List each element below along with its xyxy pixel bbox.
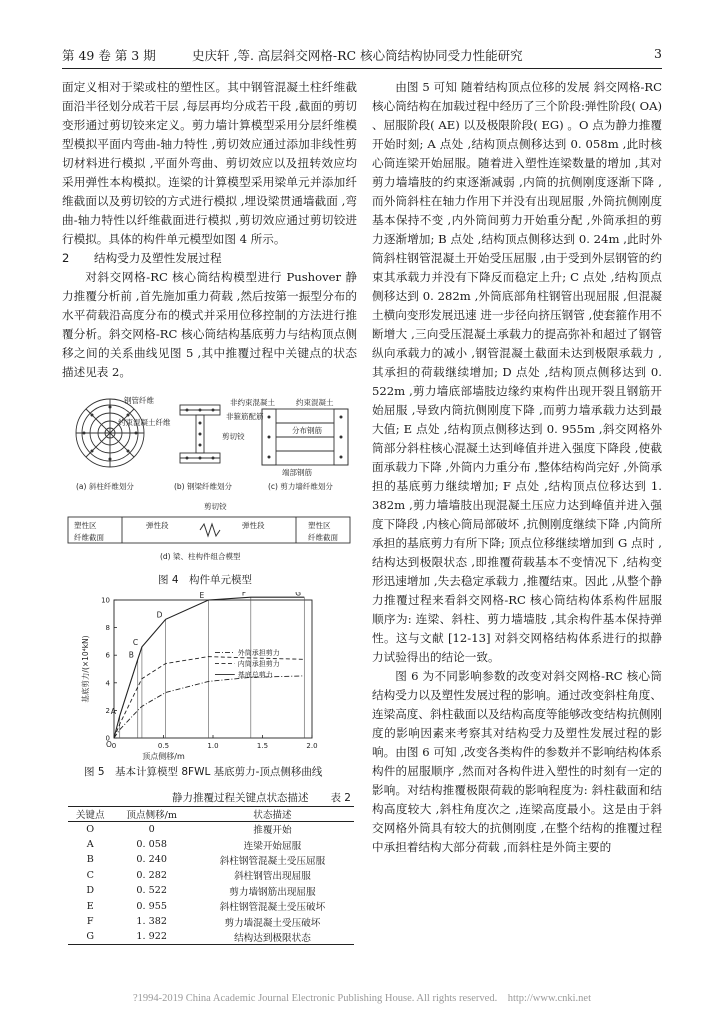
label-elastic-segment: 弹性段 (146, 521, 169, 530)
y-tick-label: 4 (105, 679, 110, 688)
y-tick-label: 0 (105, 734, 110, 743)
cell: 1. 922 (112, 929, 190, 944)
cell: 结构达到极限状态 (191, 929, 354, 944)
table-row (68, 822, 354, 837)
series-line (114, 676, 304, 738)
table-2 (62, 790, 357, 945)
label-confined-concrete-2: 约束混凝土 (296, 398, 334, 407)
y-tick-label: 8 (105, 624, 110, 633)
section-number: 2 (62, 251, 70, 265)
figure-4-drawing (62, 395, 357, 587)
page-number: 3 (654, 46, 662, 61)
table-title-row (62, 790, 357, 806)
cell: O (86, 823, 95, 835)
section-heading (62, 249, 357, 268)
cell: 0. 240 (136, 854, 167, 866)
label-shear-hinge-2: 剪切铰 (204, 502, 227, 511)
label-fiber-section-right: 纤维截面 (308, 533, 338, 542)
label-boundary-rebar: 非箍筋配筋 (226, 412, 264, 421)
paragraph: 面定义相对于梁或柱的塑性区。其中钢管混凝土柱纤维截面沿半径划分成若干层 ,每层再均分成若干段 ,截面的剪切变形通过剪切铰来定义。剪力墙计算模型采用分层纤维模型模拟平面内弯曲-轴力特性 ,剪切效应通过添加非线性剪切材料进行模拟 ,平面外弯曲、剪切效应以及扭转效应均采用弹性本构模拟。连梁的计算模型采用梁单元并添加纤维截面以及剪切铰的方式进行模拟 ,埋设梁贯通墙截面 ,弯曲-轴力特性以纤维截面进行模拟 ,剪切效应通过剪切铰进行模拟。具体的构件单元模型如图 4 所示。 (62, 80, 357, 246)
section-title: 结构受力及塑性发展过程 (94, 251, 222, 265)
figure-5 (62, 592, 357, 782)
subcaption-b: (b) 钢梁纤维划分 (174, 482, 232, 491)
key-point-label: D (156, 610, 163, 620)
table-row (68, 837, 354, 852)
key-point-label: B (128, 650, 134, 660)
label-confined-concrete: 约束混凝土纤维 (118, 418, 171, 427)
x-tick-label: 1.5 (256, 742, 269, 750)
state-table (68, 806, 354, 945)
copyright-footer: ?1994-2019 China Academic Journal Electronic Publishing House. All rights reserved. http://www.cnki.net (132, 993, 592, 1004)
table-row (68, 929, 354, 944)
key-point-label: F (241, 592, 247, 598)
subcaption-d: (d) 梁、柱构件组合模型 (160, 552, 241, 561)
header-rule (62, 68, 662, 69)
figure-4-caption: 图 4 构件单元模型 (158, 574, 253, 586)
cell: B (86, 854, 94, 866)
cell: 0. 955 (136, 900, 167, 912)
x-tick-label: 0.5 (157, 742, 170, 750)
key-point-label: C (132, 637, 139, 647)
key-point-label: E (199, 592, 205, 600)
cell: 0. 282 (136, 869, 167, 881)
cell: 剪力墙钢筋出现屈服 (229, 886, 316, 898)
running-title: 史庆轩 ,等. 高层斜交网格-RC 核心筒结构协同受力性能研究 (192, 48, 523, 63)
label-shear-hinge: 剪切铰 (222, 432, 245, 441)
figure-4 (62, 395, 357, 587)
cell: 斜柱钢管混凝土受压破坏 (219, 902, 326, 914)
label-distributed-rebar: 分布钢筋 (292, 426, 322, 435)
chart-y-label: 基底剪力/(×10⁴kN) (81, 635, 90, 703)
cell: G (68, 929, 112, 944)
left-column (62, 78, 357, 382)
paragraph: 图 6 为不同影响参数的改变对斜交网格-RC 核心筒结构受力以及塑性发展过程的影响。通过改变斜柱角度、连梁高度、斜柱截面以及结构高度等能够改变结构抗侧刚度的影响因素来考察其对结构受力及塑性发展过程的影响。由图 6 可知 ,改变各类构件的参数并不影响结构体系构件的屈服顺序 ,然而对各构件进入塑性的时刻有一定的影响。对结构推覆极限荷载的影响程度为: 斜柱截面和结构高度较大 ,斜柱角度次之 ,连梁高度最小。这是由于斜交网格外筒具有较大的抗侧刚度 ,在整个结构的推覆过程中承担着结构大部分荷载 ,而斜柱是外筒主要的 (372, 669, 662, 854)
cell: 斜柱钢管出现屈服 (234, 871, 311, 883)
table-number: 表 2 (330, 792, 351, 804)
cell: 连梁开始屈服 (243, 840, 302, 852)
right-column (372, 78, 662, 857)
cell: 1. 382 (136, 916, 167, 928)
table-title: 静力推覆过程关键点状态描述 (172, 792, 309, 804)
cell: A (86, 839, 94, 851)
cell: 0. 058 (136, 839, 167, 851)
table-row (68, 914, 354, 929)
cell: F (86, 916, 94, 928)
key-point-label: A (110, 706, 116, 716)
table-row (68, 868, 354, 883)
column-header: 关键点 (68, 807, 112, 822)
legend-label: 内筒承担剪力 (237, 659, 280, 668)
running-header (62, 44, 662, 68)
x-tick-label: 2.0 (306, 742, 318, 750)
label-deform-segment: 弹性段 (242, 521, 265, 530)
label-end-rebar: 端部钢筋 (282, 468, 312, 477)
cell: 剪力墙混凝土受压破坏 (224, 917, 321, 929)
figure-5-chart (62, 592, 357, 762)
journal-volume: 第 49 卷 第 3 期 (62, 48, 156, 63)
key-point-label: O (106, 740, 112, 749)
cell: 斜柱钢管混凝土受压屈服 (219, 855, 326, 867)
cell: 推覆开始 (253, 825, 292, 837)
cell: 0 (148, 823, 155, 835)
label-fiber-section-left: 纤维截面 (74, 533, 104, 542)
paragraph: 对斜交网格-RC 核心筒结构模型进行 Pushover 静力推覆分析前 ,首先施加重力荷载 ,然后按第一振型分布的水平荷载沿高度分布的模式并采用位移控制的方法进行推覆分析。斜交网格-RC 核心筒结构基底剪力与结构顶点侧移之间的关系曲线见图 5 ,其中推覆过程中关键点的状态描述见表 2。 (62, 270, 357, 379)
series-line (114, 657, 304, 738)
paragraph: 由图 5 可知 随着结构顶点位移的发展 斜交网格-RC 核心筒结构在加载过程中经历了三个阶段:弹性阶段( OA) 、屈服阶段( AE) 以及极限阶段( EG) 。O 点为静力推覆开始时刻; A 点处 ,结构顶点侧移达到 0. 058m ,此时核心筒连梁开始屈服。随着进入塑性连梁数量的增加 ,其对剪力墙墙肢的约束逐渐减弱 ,内筒的抗侧刚度逐渐下降 ,而外筒斜柱在轴力作用下并没有出现屈服 ,外筒抗侧刚度基本保持不变 ,内外筒间剪力开始重分配 ,外筒承担的剪力逐渐增加; B 点处 ,结构顶点侧移达到 0. 24m ,此时外筒斜柱钢管混凝土开始受压屈服 ,由于受到外层钢管的约束其承载力并没有下降反而稳定上升; C 点处 ,结构顶点侧移达到 0. 282m ,外筒底部角柱钢管出现屈服 ,但混凝土横向变形发展迅速 进一步径向挤压钢管 ,使套箍作用不断增大 ,三向受压混凝土承载力的提高弥补和超过了钢管纵向承载力的减小 ,钢管混凝土截面未达到极限承载力 ,其承担的荷载继续增加; D 点处 ,结构顶点侧移达到 0. 522m ,剪力墙底部墙肢边缘约束构件出现开裂且钢筋开始屈服 ,导致内筒抗侧刚度下降 ,而剪力墙承载力达到最大值; E 点处 ,结构顶点侧移达到 0. 955m ,斜交网格外筒部分斜柱核心混凝土达到峰值并进入强度下降段 ,使截面承载力下降 ,外筒内力重分布 ,整体结构尚完好 ,外筒承担的基底剪力继续增加; F 点处 ,结构顶点位移达到 1. 382m ,剪力墙墙肢出现混凝土压应力达到峰值并进入强度下降段 ,内核心筒局部破坏 ,抗侧刚度继续下降 ,内筒所承担的基底剪力有所下降; 顶点位移继续增加到 G 点时 ,结构达到极限状态 ,即推覆荷载基本不变情况下 ,结构变形迅速增加 ,失去稳定承载力 ,推覆结束。因此 ,从整个静力推覆过程来看斜交网格-RC 核心筒结构体系构件屈服顺序为: 连梁、斜柱、剪力墙墙肢 ,其余构件基本保持弹性。这与文献 [12-13] 对斜交网格结构体系进行的拟静力试验得出的结论一致。 (372, 80, 662, 664)
subcaption-c: (c) 剪力墙纤维划分 (268, 482, 333, 491)
y-tick-label: 6 (105, 651, 110, 660)
legend-label: 外筒承担剪力 (237, 648, 280, 657)
legend-label: 基底总剪力 (237, 670, 273, 679)
label-plastic-zone-right: 塑性区 (308, 521, 331, 530)
cell: D (86, 885, 95, 897)
cell: C (86, 869, 94, 881)
column-header: 状态描述 (191, 807, 354, 822)
chart-x-label: 顶点侧移/m (142, 752, 185, 761)
y-tick-label: 2 (105, 706, 110, 715)
chart-frame (114, 600, 312, 738)
label-unconfined-concrete: 非约束混凝土 (230, 398, 275, 407)
table-row (68, 852, 354, 867)
column-header: 顶点侧移/m (112, 807, 190, 822)
figure-5-caption: 图 5 基本计算模型 8FWL 基底剪力-顶点侧移曲线 (84, 766, 323, 778)
table-row (68, 898, 354, 913)
x-tick-label: 1.0 (207, 742, 219, 750)
label-steel-fiber: 钢管纤维 (124, 396, 154, 405)
subcaption-a: (a) 斜柱纤维划分 (76, 482, 134, 491)
key-point-label: G (295, 592, 302, 598)
table-row (68, 883, 354, 898)
label-plastic-zone-left: 塑性区 (74, 521, 97, 530)
cell: 0. 522 (136, 885, 167, 897)
x-tick-label: 0 (111, 742, 117, 750)
y-tick-label: 10 (101, 596, 110, 605)
cell: E (86, 900, 94, 912)
